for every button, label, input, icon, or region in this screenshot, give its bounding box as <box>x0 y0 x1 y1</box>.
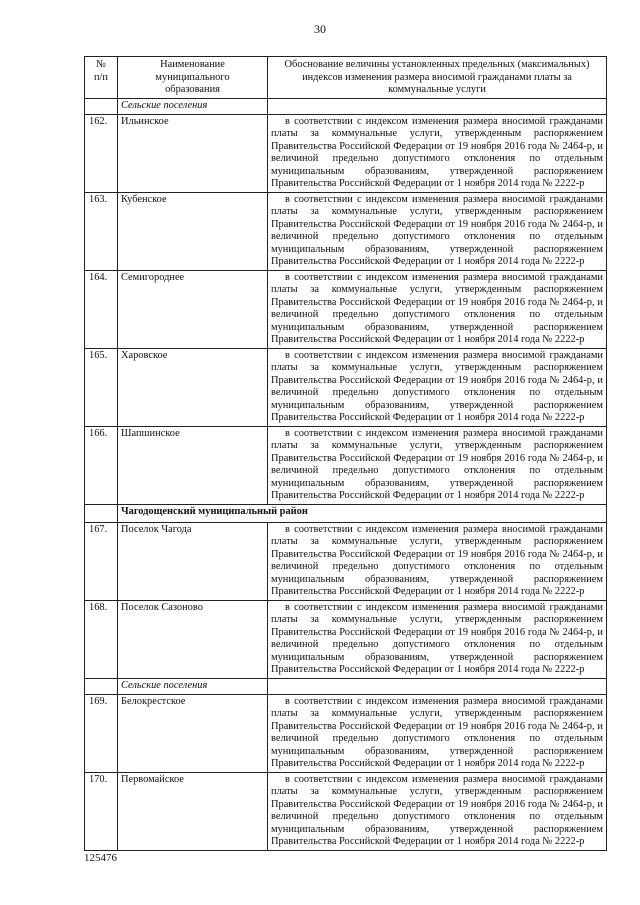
row-number: 168. <box>85 600 118 678</box>
page-number: 30 <box>314 22 326 36</box>
municipality-name: Ильинское <box>118 114 268 192</box>
section-label: Чагодощенский муниципальный район <box>118 504 607 522</box>
justification-text-cell <box>268 426 607 504</box>
row-number: 167. <box>85 522 118 600</box>
section-number-cell <box>85 98 118 114</box>
table-row <box>85 348 607 426</box>
justification-text-cell <box>268 694 607 772</box>
table-row <box>85 600 607 678</box>
justification-text: в соответствии с индексом изменения размера вносимой гражданами платы за коммунальные услуги, утвержденным распоряжением Правительства Российской Федерации от 19 ноября 2016 года № 2464-р, и величиной предельно допустимого отклонения по отдельным муниципальным образованиям, утвержденной распоряжением Правительства Российской Федерации от 1 ноября 2014 года № 2222-р <box>271 115 603 189</box>
section-number-cell <box>85 678 118 694</box>
row-number: 170. <box>85 772 118 850</box>
section-label: Сельские поселения <box>118 678 268 694</box>
justification-table <box>84 56 607 851</box>
municipality-name: Кубенское <box>118 192 268 270</box>
table-row <box>85 694 607 772</box>
municipality-name: Семигороднее <box>118 270 268 348</box>
section-row <box>85 98 607 114</box>
justification-text: в соответствии с индексом изменения размера вносимой гражданами платы за коммунальные услуги, утвержденным распоряжением Правительства Российской Федерации от 19 ноября 2016 года № 2464-р, и величиной предельно допустимого отклонения по отдельным муниципальным образованиям, утвержденной распоряжением Правительства Российской Федерации от 1 ноября 2014 года № 2222-р <box>271 427 603 501</box>
section-basis-cell <box>268 98 607 114</box>
row-number: 164. <box>85 270 118 348</box>
table-row <box>85 426 607 504</box>
table-body <box>85 98 607 850</box>
header-number: № п/п <box>85 57 118 99</box>
table-row <box>85 114 607 192</box>
justification-text-cell <box>268 348 607 426</box>
municipality-name: Белокрестское <box>118 694 268 772</box>
justification-text-cell <box>268 192 607 270</box>
justification-text: в соответствии с индексом изменения размера вносимой гражданами платы за коммунальные услуги, утвержденным распоряжением Правительства Российской Федерации от 19 ноября 2016 года № 2464-р, и величиной предельно допустимого отклонения по отдельным муниципальным образованиям, утвержденной распоряжением Правительства Российской Федерации от 1 ноября 2014 года № 2222-р <box>271 695 603 769</box>
justification-text: в соответствии с индексом изменения размера вносимой гражданами платы за коммунальные услуги, утвержденным распоряжением Правительства Российской Федерации от 19 ноября 2016 года № 2464-р, и величиной предельно допустимого отклонения по отдельным муниципальным образованиям, утвержденной распоряжением Правительства Российской Федерации от 1 ноября 2014 года № 2222-р <box>271 601 603 675</box>
section-row <box>85 504 607 522</box>
table-row <box>85 192 607 270</box>
section-row <box>85 678 607 694</box>
municipality-name: Харовское <box>118 348 268 426</box>
section-number-cell <box>85 504 118 522</box>
justification-text-cell <box>268 114 607 192</box>
justification-text: в соответствии с индексом изменения размера вносимой гражданами платы за коммунальные услуги, утвержденным распоряжением Правительства Российской Федерации от 19 ноября 2016 года № 2464-р, и величиной предельно допустимого отклонения по отдельным муниципальным образованиям, утвержденной распоряжением Правительства Российской Федерации от 1 ноября 2014 года № 2222-р <box>271 271 603 345</box>
row-number: 166. <box>85 426 118 504</box>
table-row <box>85 522 607 600</box>
municipality-name: Первомайское <box>118 772 268 850</box>
municipality-name: Шапшинское <box>118 426 268 504</box>
justification-text: в соответствии с индексом изменения размера вносимой гражданами платы за коммунальные услуги, утвержденным распоряжением Правительства Российской Федерации от 19 ноября 2016 года № 2464-р, и величиной предельно допустимого отклонения по отдельным муниципальным образованиям, утвержденной распоряжением Правительства Российской Федерации от 1 ноября 2014 года № 2222-р <box>271 193 603 267</box>
municipality-name: Поселок Сазоново <box>118 600 268 678</box>
justification-text-cell <box>268 600 607 678</box>
section-basis-cell <box>268 678 607 694</box>
justification-text-cell <box>268 270 607 348</box>
justification-text-cell <box>268 522 607 600</box>
row-number: 162. <box>85 114 118 192</box>
justification-text: в соответствии с индексом изменения размера вносимой гражданами платы за коммунальные услуги, утвержденным распоряжением Правительства Российской Федерации от 19 ноября 2016 года № 2464-р, и величиной предельно допустимого отклонения по отдельным муниципальным образованиям, утвержденной распоряжением Правительства Российской Федерации от 1 ноября 2014 года № 2222-р <box>271 523 603 597</box>
document-code: 125476 <box>84 852 117 864</box>
justification-text-cell <box>268 772 607 850</box>
table-row <box>85 772 607 850</box>
row-number: 165. <box>85 348 118 426</box>
row-number: 163. <box>85 192 118 270</box>
justification-text: в соответствии с индексом изменения размера вносимой гражданами платы за коммунальные услуги, утвержденным распоряжением Правительства Российской Федерации от 19 ноября 2016 года № 2464-р, и величиной предельно допустимого отклонения по отдельным муниципальным образованиям, утвержденной распоряжением Правительства Российской Федерации от 1 ноября 2014 года № 2222-р <box>271 349 603 423</box>
row-number: 169. <box>85 694 118 772</box>
header-municipality-name: Наименование муниципального образования <box>118 57 268 99</box>
table-row <box>85 270 607 348</box>
table-header-row <box>85 57 607 99</box>
municipality-name: Поселок Чагода <box>118 522 268 600</box>
section-label: Сельские поселения <box>118 98 268 114</box>
header-justification: Обоснование величины установленных предельных (максимальных) индексов изменения размера вносимой гражданами платы за коммунальные услуги <box>268 57 607 99</box>
justification-text: в соответствии с индексом изменения размера вносимой гражданами платы за коммунальные услуги, утвержденным распоряжением Правительства Российской Федерации от 19 ноября 2016 года № 2464-р, и величиной предельно допустимого отклонения по отдельным муниципальным образованиям, утвержденной распоряжением Правительства Российской Федерации от 1 ноября 2014 года № 2222-р <box>271 773 603 847</box>
